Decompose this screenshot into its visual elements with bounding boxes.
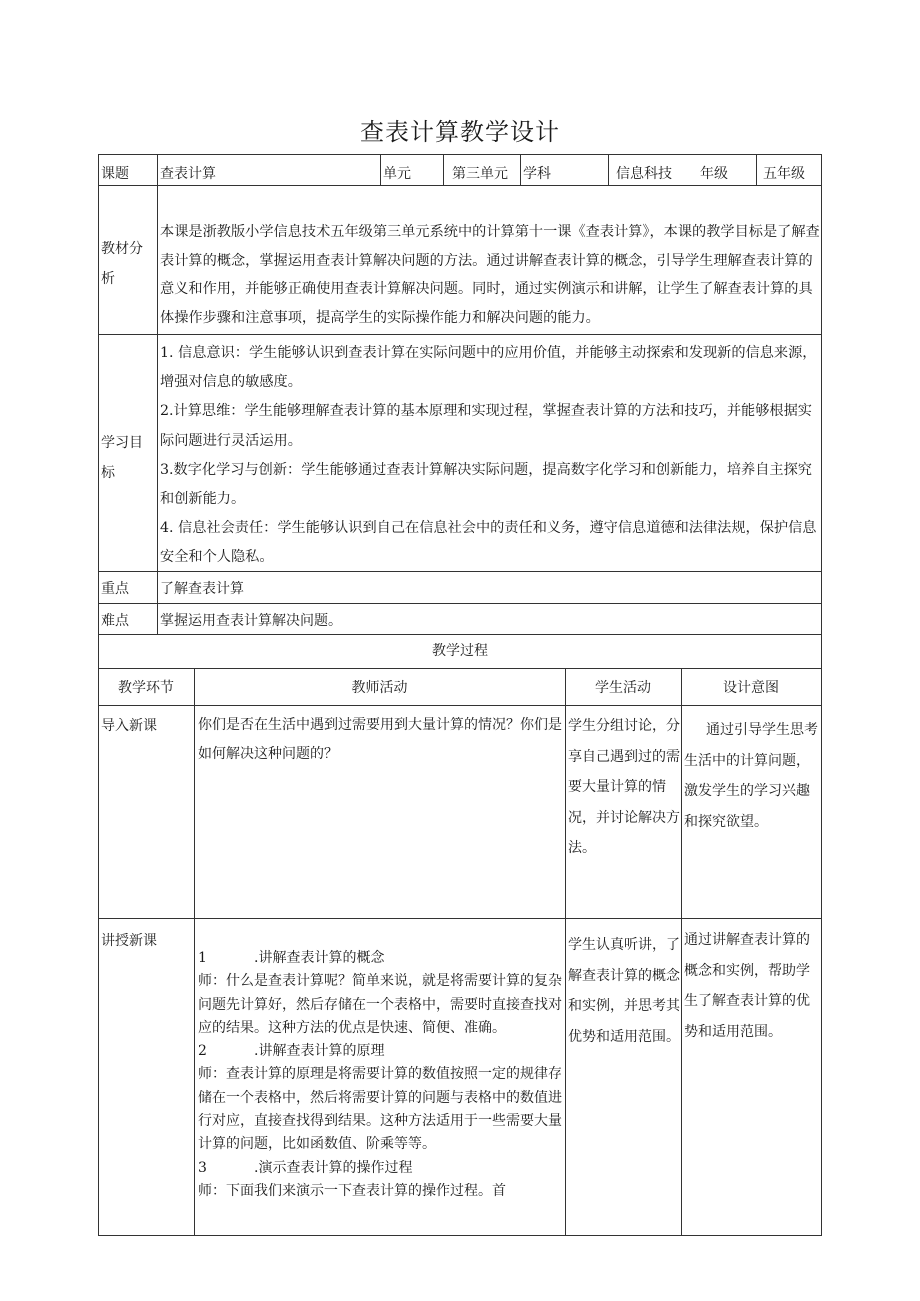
- unit-value: 第三单元: [452, 166, 508, 182]
- column-header: 教学环节: [118, 680, 174, 696]
- table-rule: [98, 668, 822, 669]
- section-title: .讲解查表计算的概念: [254, 950, 385, 966]
- lecture-stage: 讲授新课: [101, 933, 157, 949]
- difficulty-label: 难点: [101, 613, 129, 629]
- table-rule: [380, 154, 381, 186]
- column-header: 学生活动: [595, 680, 651, 696]
- table-rule: [520, 154, 521, 186]
- table-rule: [821, 154, 822, 1236]
- section-heading: [198, 1157, 563, 1180]
- table-rule: [98, 918, 822, 919]
- section-number: 2: [198, 1043, 207, 1060]
- table-rule: [443, 154, 444, 186]
- section-body: 师：查表计算的原理是将需要计算的数值按照一定的规律存储在一个表格中，然后将需要计算的问题与表格中的数值进行对应，直接查找得到结果。这种方法适用于一些需要大量计算的问题，比如函数值、阶乘等等。: [198, 1066, 562, 1153]
- intro-teacher: 你们是否在生活中遇到过需要用到大量计算的情况？你们是如何解决这种问题的？: [198, 717, 562, 762]
- table-rule: [98, 705, 822, 706]
- section-title: .讲解查表计算的原理: [254, 1043, 385, 1060]
- objective-item: 3.数字化学习与创新：学生能够通过查表计算解决实际问题，提高数字化学习和创新能力，培养自主探究和创新能力。: [160, 461, 812, 508]
- table-rule: [608, 154, 609, 186]
- lecture-teacher: [198, 947, 563, 1203]
- grade-label: 年级: [700, 166, 728, 182]
- analysis-label: 教材分析: [101, 241, 143, 287]
- objective-item: 1. 信息意识：学生能够认识到查表计算在实际问题中的应用价值，并能够主动探索和发现新的信息来源，增强对信息的敏感度。: [160, 345, 817, 391]
- section-body: 师：什么是查表计算呢？简单来说，就是将需要计算的复杂问题先计算好，然后存储在一个表格中，需要时直接查找对应的结果。这种方法的优点是快速、简便、准确。: [198, 973, 562, 1036]
- objective-item: 4. 信息社会责任：学生能够认识到自己在信息社会中的责任和义务，遵守信息道德和法律法规，保护信息安全和个人隐私。: [160, 520, 817, 566]
- course-value: 查表计算: [160, 166, 216, 182]
- key-point-value: 了解查表计算: [160, 581, 244, 597]
- section-title: .演示查表计算的操作过程: [254, 1159, 413, 1176]
- difficulty-value: 掌握运用查表计算解决问题。: [160, 613, 342, 629]
- unit-label: 单元: [383, 166, 411, 182]
- subject-label: 学科: [523, 166, 551, 182]
- lecture-student: 学生认真听讲，了解查表计算的概念和实例，并思考其优势和适用范围。: [568, 937, 680, 1045]
- table-rule: [98, 154, 822, 155]
- intro-student: 学生分组讨论，分享自己遇到过的需要大量计算的情况，并讨论解决方法。: [568, 718, 680, 856]
- section-heading: [198, 1040, 563, 1063]
- key-point-label: 重点: [101, 581, 129, 597]
- subject-value: 信息科技: [616, 166, 672, 182]
- section-heading: [198, 947, 563, 970]
- section-body: 师：下面我们来演示一下查表计算的操作过程。首: [198, 1182, 506, 1199]
- page-title: 查表计算教学设计: [360, 118, 560, 146]
- column-header: 设计意图: [723, 680, 779, 696]
- intro-stage: 导入新课: [101, 718, 157, 734]
- objectives-list: [160, 339, 820, 573]
- table-rule: [157, 154, 158, 635]
- column-header: 教师活动: [351, 680, 408, 696]
- table-rule: [756, 154, 757, 186]
- table-rule: [681, 668, 682, 1236]
- table-rule: [98, 603, 822, 604]
- section-number: 3: [198, 1159, 207, 1176]
- table-rule: [98, 1235, 822, 1236]
- objective-item: 2.计算思维：学生能够理解查表计算的基本原理和实现过程，掌握查表计算的方法和技巧，并能够根据实际问题进行灵活运用。: [160, 403, 812, 449]
- analysis-text: 本课是浙教版小学信息技术五年级第三单元系统中的计算第十一课《查表计算》，本课的教学目标是了解查表计算的概念，掌握运用查表计算解决问题的方法。通过讲解查表计算的概念，引导学生理解查表计算的意义和作用，并能够正确使用查表计算解决问题。同时，通过实例演示和讲解，让学生了解查表计算的具体操作步骤和注意事项，提高学生的实际操作能力和解决问题的能力。: [160, 224, 820, 326]
- course-label: 课题: [101, 166, 129, 182]
- table-rule: [565, 668, 566, 1236]
- grade-value: 五年级: [763, 166, 805, 182]
- table-rule: [194, 668, 195, 1236]
- process-heading: 教学过程: [432, 643, 488, 659]
- intro-intent: 通过引导学生思考生活中的计算问题，激发学生的学习兴趣和探究欲望。: [684, 722, 818, 830]
- objectives-label: 学习目标: [101, 435, 143, 481]
- table-rule: [98, 334, 822, 335]
- lecture-intent: 通过讲解查表计算的概念和实例，帮助学生了解查表计算的优势和适用范围。: [684, 932, 810, 1040]
- section-number: 1: [198, 950, 207, 966]
